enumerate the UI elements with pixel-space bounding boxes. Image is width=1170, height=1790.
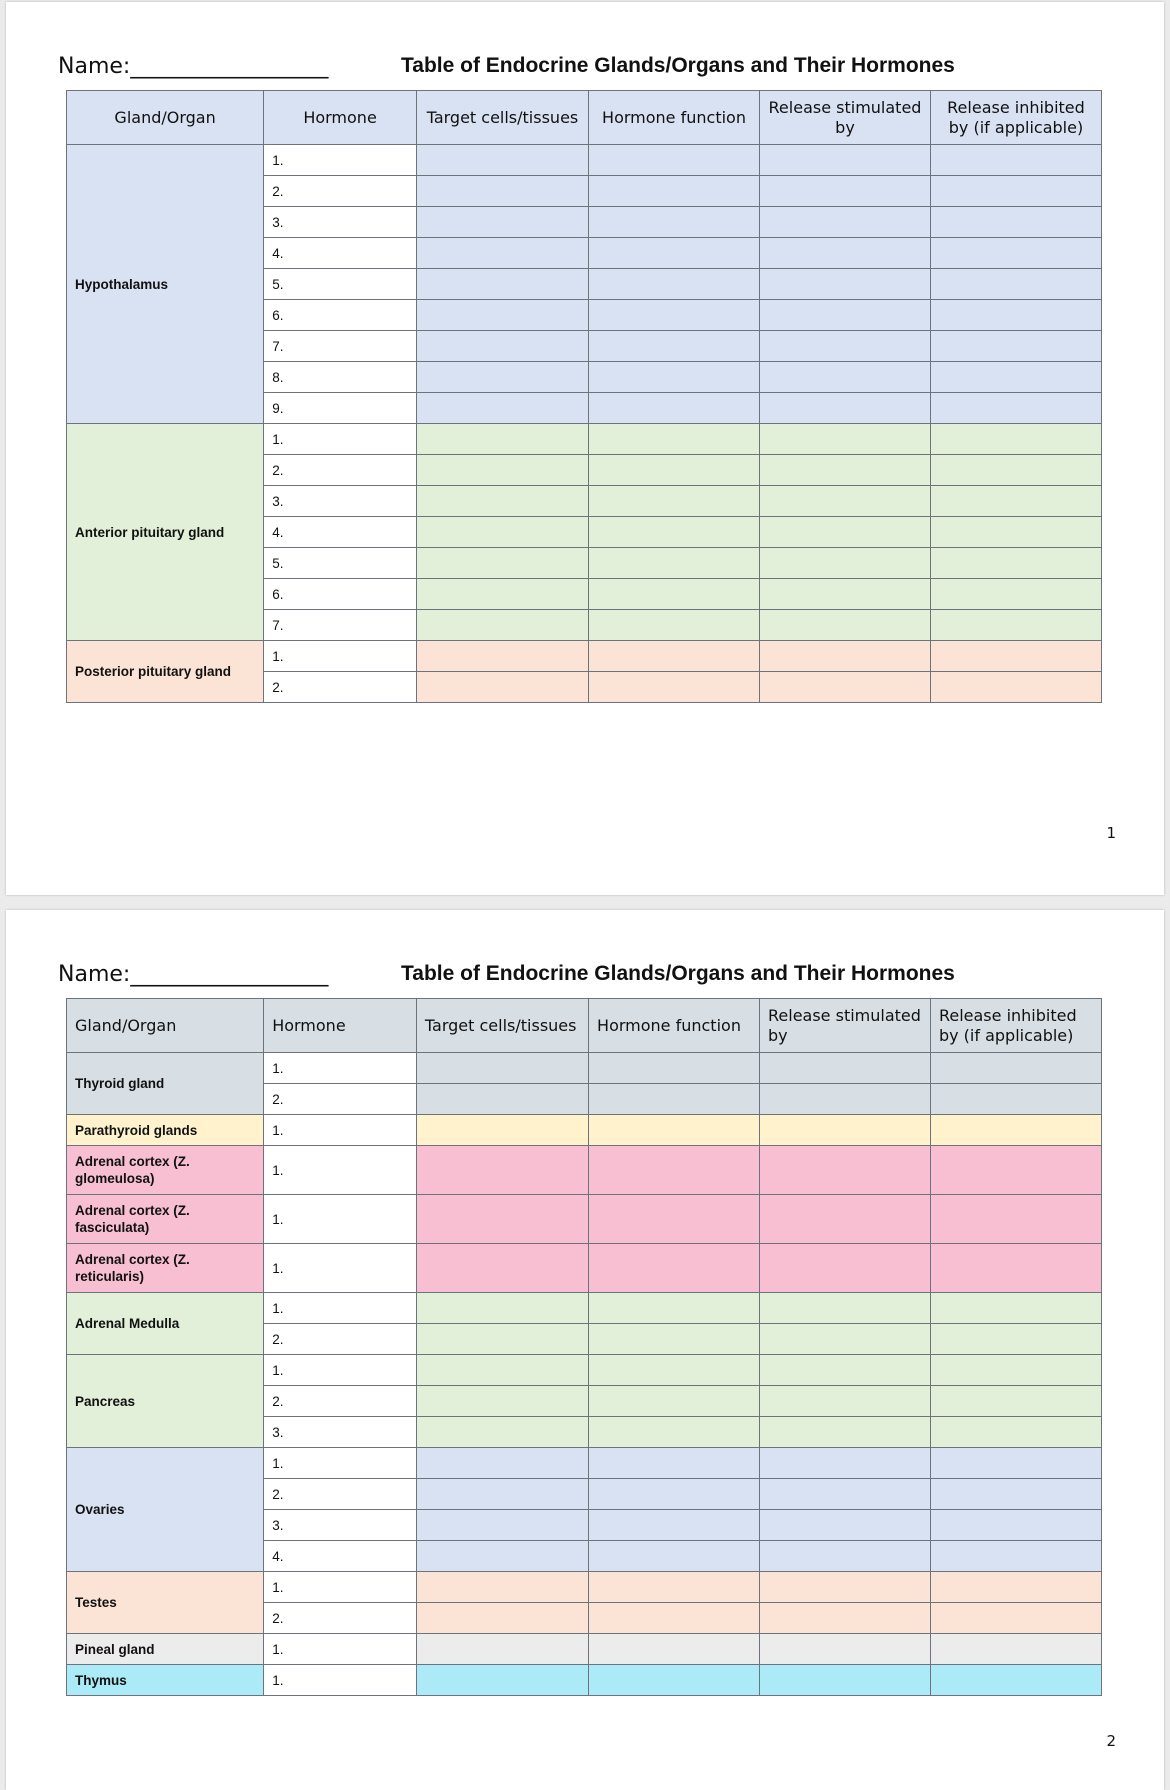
table-body — [67, 1053, 1102, 1696]
release-inhibited-cell[interactable] — [930, 238, 1101, 269]
hormone-function-cell[interactable] — [589, 1603, 760, 1634]
table-row — [67, 1448, 1102, 1479]
table-row — [67, 1355, 1102, 1386]
target-cells-cell[interactable] — [416, 1084, 588, 1115]
release-stimulated-cell[interactable] — [760, 1386, 931, 1417]
gland-organ-cell: Pancreas — [67, 1355, 264, 1448]
release-inhibited-cell[interactable] — [930, 1603, 1101, 1634]
header-target-cells: Target cells/tissues — [416, 999, 588, 1053]
release-stimulated-cell[interactable] — [760, 1293, 931, 1324]
release-stimulated-cell[interactable] — [760, 424, 931, 455]
release-inhibited-cell[interactable] — [930, 1479, 1101, 1510]
target-cells-cell[interactable] — [416, 1115, 588, 1146]
release-stimulated-cell[interactable] — [760, 1448, 931, 1479]
hormone-function-cell[interactable] — [589, 207, 760, 238]
gland-organ-cell: Parathyroid glands — [67, 1115, 264, 1146]
name-field-label: Name:__________________ — [58, 962, 329, 987]
release-stimulated-cell[interactable] — [760, 486, 931, 517]
hormone-number-cell[interactable]: 5. — [264, 548, 417, 579]
release-inhibited-cell[interactable] — [930, 1417, 1101, 1448]
hormone-function-cell[interactable] — [589, 300, 760, 331]
target-cells-cell[interactable] — [416, 238, 588, 269]
release-stimulated-cell[interactable] — [760, 238, 931, 269]
release-stimulated-cell[interactable] — [760, 672, 931, 703]
release-stimulated-cell[interactable] — [760, 1541, 931, 1572]
release-stimulated-cell[interactable] — [760, 1603, 931, 1634]
hormone-function-cell[interactable] — [589, 486, 760, 517]
release-inhibited-cell[interactable] — [930, 1324, 1101, 1355]
page-number: 2 — [1106, 1732, 1116, 1750]
table-row — [67, 1195, 1102, 1244]
hormone-number-cell[interactable]: 2. — [264, 1386, 417, 1417]
release-stimulated-cell[interactable] — [760, 331, 931, 362]
release-stimulated-cell[interactable] — [760, 1053, 931, 1084]
header-hormone: Hormone — [264, 91, 417, 145]
hormone-number-cell[interactable]: 1. — [264, 1146, 417, 1195]
gland-organ-cell: Pineal gland — [67, 1634, 264, 1665]
release-inhibited-cell[interactable] — [930, 424, 1101, 455]
target-cells-cell[interactable] — [416, 424, 588, 455]
release-inhibited-cell[interactable] — [930, 269, 1101, 300]
hormone-number-cell[interactable]: 3. — [264, 207, 417, 238]
hormone-number-cell[interactable]: 1. — [264, 145, 417, 176]
header-hormone-function: Hormone function — [589, 91, 760, 145]
hormone-number-cell[interactable]: 3. — [264, 1510, 417, 1541]
release-stimulated-cell[interactable] — [760, 1634, 931, 1665]
release-inhibited-cell[interactable] — [930, 362, 1101, 393]
target-cells-cell[interactable] — [416, 548, 588, 579]
gland-organ-cell: Anterior pituitary gland — [67, 424, 264, 641]
hormone-number-cell[interactable]: 6. — [264, 300, 417, 331]
release-stimulated-cell[interactable] — [760, 300, 931, 331]
hormone-function-cell[interactable] — [589, 1293, 760, 1324]
hormone-number-cell[interactable]: 2. — [264, 1603, 417, 1634]
target-cells-cell[interactable] — [416, 517, 588, 548]
table-row — [67, 1634, 1102, 1665]
release-stimulated-cell[interactable] — [760, 641, 931, 672]
target-cells-cell[interactable] — [416, 269, 588, 300]
hormone-function-cell[interactable] — [589, 145, 760, 176]
hormone-function-cell[interactable] — [589, 1417, 760, 1448]
hormone-number-cell[interactable]: 1. — [264, 641, 417, 672]
hormone-function-cell[interactable] — [589, 1510, 760, 1541]
release-stimulated-cell[interactable] — [760, 269, 931, 300]
target-cells-cell[interactable] — [416, 362, 588, 393]
target-cells-cell[interactable] — [416, 207, 588, 238]
gland-organ-cell: Adrenal cortex (Z. reticularis) — [67, 1244, 264, 1293]
target-cells-cell[interactable] — [416, 393, 588, 424]
target-cells-cell[interactable] — [416, 1195, 588, 1244]
target-cells-cell[interactable] — [416, 641, 588, 672]
release-inhibited-cell[interactable] — [930, 641, 1101, 672]
release-inhibited-cell[interactable] — [930, 1053, 1101, 1084]
release-stimulated-cell[interactable] — [760, 455, 931, 486]
target-cells-cell[interactable] — [416, 486, 588, 517]
release-stimulated-cell[interactable] — [760, 207, 931, 238]
hormone-number-cell[interactable]: 4. — [264, 517, 417, 548]
worksheet-page-1 — [6, 2, 1164, 895]
hormone-function-cell[interactable] — [589, 1355, 760, 1386]
release-inhibited-cell[interactable] — [930, 1541, 1101, 1572]
hormone-number-cell[interactable]: 1. — [264, 1115, 417, 1146]
release-inhibited-cell[interactable] — [930, 145, 1101, 176]
release-stimulated-cell[interactable] — [760, 1115, 931, 1146]
hormone-function-cell[interactable] — [589, 1479, 760, 1510]
table-row — [67, 1146, 1102, 1195]
target-cells-cell[interactable] — [416, 331, 588, 362]
release-inhibited-cell[interactable] — [930, 1665, 1101, 1696]
table-row — [67, 1293, 1102, 1324]
hormone-number-cell[interactable]: 1. — [264, 424, 417, 455]
hormone-function-cell[interactable] — [589, 393, 760, 424]
table-row — [67, 145, 1102, 176]
hormone-number-cell[interactable]: 1. — [264, 1572, 417, 1603]
hormone-number-cell[interactable]: 1. — [264, 1634, 417, 1665]
hormone-number-cell[interactable]: 4. — [264, 238, 417, 269]
hormone-function-cell[interactable] — [589, 1195, 760, 1244]
target-cells-cell[interactable] — [416, 579, 588, 610]
hormone-number-cell[interactable]: 2. — [264, 1479, 417, 1510]
header-gland-organ: Gland/Organ — [67, 91, 264, 145]
page-number: 1 — [1106, 824, 1116, 842]
target-cells-cell[interactable] — [416, 1510, 588, 1541]
release-stimulated-cell[interactable] — [760, 579, 931, 610]
table-row — [67, 1244, 1102, 1293]
target-cells-cell[interactable] — [416, 1665, 588, 1696]
target-cells-cell[interactable] — [416, 1355, 588, 1386]
release-stimulated-cell[interactable] — [760, 517, 931, 548]
target-cells-cell[interactable] — [416, 1479, 588, 1510]
target-cells-cell[interactable] — [416, 300, 588, 331]
hormone-function-cell[interactable] — [589, 1084, 760, 1115]
target-cells-cell[interactable] — [416, 1053, 588, 1084]
release-inhibited-cell[interactable] — [930, 610, 1101, 641]
table-row — [67, 1572, 1102, 1603]
release-stimulated-cell[interactable] — [760, 1417, 931, 1448]
hormone-number-cell[interactable]: 2. — [264, 1084, 417, 1115]
target-cells-cell[interactable] — [416, 1572, 588, 1603]
hormone-number-cell[interactable]: 1. — [264, 1448, 417, 1479]
release-inhibited-cell[interactable] — [930, 517, 1101, 548]
hormone-function-cell[interactable] — [589, 1053, 760, 1084]
release-stimulated-cell[interactable] — [760, 1355, 931, 1386]
hormone-number-cell[interactable]: 5. — [264, 269, 417, 300]
hormone-number-cell[interactable]: 2. — [264, 672, 417, 703]
worksheet-title: Table of Endocrine Glands/Organs and Their Hormones — [401, 962, 955, 985]
release-inhibited-cell[interactable] — [930, 1448, 1101, 1479]
target-cells-cell[interactable] — [416, 1146, 588, 1195]
release-inhibited-cell[interactable] — [930, 1115, 1101, 1146]
hormone-function-cell[interactable] — [589, 1541, 760, 1572]
hormone-function-cell[interactable] — [589, 424, 760, 455]
gland-organ-cell: Adrenal Medulla — [67, 1293, 264, 1355]
header-target-cells: Target cells/tissues — [416, 91, 588, 145]
release-inhibited-cell[interactable] — [930, 1510, 1101, 1541]
hormone-number-cell[interactable]: 8. — [264, 362, 417, 393]
hormone-function-cell[interactable] — [589, 517, 760, 548]
hormone-number-cell[interactable]: 2. — [264, 176, 417, 207]
header-row — [67, 999, 1102, 1053]
hormone-function-cell[interactable] — [589, 1115, 760, 1146]
header-gland-organ: Gland/Organ — [67, 999, 264, 1053]
release-stimulated-cell[interactable] — [760, 1195, 931, 1244]
release-stimulated-cell[interactable] — [760, 1244, 931, 1293]
target-cells-cell[interactable] — [416, 1541, 588, 1572]
gland-organ-cell: Hypothalamus — [67, 145, 264, 424]
release-stimulated-cell[interactable] — [760, 1510, 931, 1541]
hormone-number-cell[interactable]: 1. — [264, 1665, 417, 1696]
table-row — [67, 1665, 1102, 1696]
release-inhibited-cell[interactable] — [930, 548, 1101, 579]
target-cells-cell[interactable] — [416, 1386, 588, 1417]
endocrine-table-page-1 — [66, 90, 1102, 703]
header-release-stimulated: Release stimulated by — [760, 91, 931, 145]
hormone-number-cell[interactable]: 1. — [264, 1355, 417, 1386]
target-cells-cell[interactable] — [416, 1603, 588, 1634]
release-inhibited-cell[interactable] — [930, 300, 1101, 331]
release-inhibited-cell[interactable] — [930, 176, 1101, 207]
gland-organ-cell: Adrenal cortex (Z. glomeulosa) — [67, 1146, 264, 1195]
header-hormone: Hormone — [264, 999, 417, 1053]
release-stimulated-cell[interactable] — [760, 548, 931, 579]
hormone-number-cell[interactable]: 4. — [264, 1541, 417, 1572]
hormone-function-cell[interactable] — [589, 672, 760, 703]
release-inhibited-cell[interactable] — [930, 1244, 1101, 1293]
release-stimulated-cell[interactable] — [760, 176, 931, 207]
hormone-function-cell[interactable] — [589, 579, 760, 610]
header-release-stimulated: Release stimulated by — [760, 999, 931, 1053]
release-inhibited-cell[interactable] — [930, 1634, 1101, 1665]
hormone-function-cell[interactable] — [589, 238, 760, 269]
target-cells-cell[interactable] — [416, 1324, 588, 1355]
hormone-number-cell[interactable]: 1. — [264, 1053, 417, 1084]
hormone-number-cell[interactable]: 3. — [264, 486, 417, 517]
gland-organ-cell: Posterior pituitary gland — [67, 641, 264, 703]
hormone-function-cell[interactable] — [589, 362, 760, 393]
release-stimulated-cell[interactable] — [760, 1665, 931, 1696]
release-inhibited-cell[interactable] — [930, 1146, 1101, 1195]
release-inhibited-cell[interactable] — [930, 1084, 1101, 1115]
release-inhibited-cell[interactable] — [930, 1386, 1101, 1417]
hormone-number-cell[interactable]: 7. — [264, 610, 417, 641]
release-stimulated-cell[interactable] — [760, 610, 931, 641]
release-stimulated-cell[interactable] — [760, 1146, 931, 1195]
hormone-number-cell[interactable]: 6. — [264, 579, 417, 610]
target-cells-cell[interactable] — [416, 610, 588, 641]
table-row — [67, 1115, 1102, 1146]
hormone-number-cell[interactable]: 1. — [264, 1293, 417, 1324]
endocrine-table-page-2 — [66, 998, 1102, 1696]
release-inhibited-cell[interactable] — [930, 1572, 1101, 1603]
hormone-function-cell[interactable] — [589, 1634, 760, 1665]
worksheet-title: Table of Endocrine Glands/Organs and Their Hormones — [401, 54, 955, 77]
hormone-function-cell[interactable] — [589, 176, 760, 207]
hormone-number-cell[interactable]: 1. — [264, 1195, 417, 1244]
target-cells-cell[interactable] — [416, 1244, 588, 1293]
hormone-function-cell[interactable] — [589, 1146, 760, 1195]
release-inhibited-cell[interactable] — [930, 455, 1101, 486]
hormone-function-cell[interactable] — [589, 641, 760, 672]
hormone-number-cell[interactable]: 2. — [264, 1324, 417, 1355]
target-cells-cell[interactable] — [416, 1293, 588, 1324]
release-stimulated-cell[interactable] — [760, 1572, 931, 1603]
release-inhibited-cell[interactable] — [930, 393, 1101, 424]
header-release-inhibited: Release inhibited by (if applicable) — [930, 999, 1101, 1053]
release-inhibited-cell[interactable] — [930, 486, 1101, 517]
target-cells-cell[interactable] — [416, 1448, 588, 1479]
gland-organ-cell: Testes — [67, 1572, 264, 1634]
worksheet-page-2 — [6, 910, 1164, 1790]
header-row — [67, 91, 1102, 145]
target-cells-cell[interactable] — [416, 672, 588, 703]
gland-organ-cell: Adrenal cortex (Z. fasciculata) — [67, 1195, 264, 1244]
gland-organ-cell: Ovaries — [67, 1448, 264, 1572]
hormone-function-cell[interactable] — [589, 1448, 760, 1479]
release-stimulated-cell[interactable] — [760, 1084, 931, 1115]
release-stimulated-cell[interactable] — [760, 393, 931, 424]
hormone-number-cell[interactable]: 7. — [264, 331, 417, 362]
target-cells-cell[interactable] — [416, 176, 588, 207]
release-inhibited-cell[interactable] — [930, 1195, 1101, 1244]
hormone-function-cell[interactable] — [589, 1665, 760, 1696]
table-body — [67, 145, 1102, 703]
header-hormone-function: Hormone function — [589, 999, 760, 1053]
hormone-function-cell[interactable] — [589, 455, 760, 486]
hormone-function-cell[interactable] — [589, 610, 760, 641]
release-inhibited-cell[interactable] — [930, 1293, 1101, 1324]
hormone-function-cell[interactable] — [589, 1324, 760, 1355]
gland-organ-cell: Thyroid gland — [67, 1053, 264, 1115]
release-stimulated-cell[interactable] — [760, 1479, 931, 1510]
target-cells-cell[interactable] — [416, 455, 588, 486]
hormone-number-cell[interactable]: 2. — [264, 455, 417, 486]
name-field-label: Name:__________________ — [58, 54, 329, 79]
release-inhibited-cell[interactable] — [930, 331, 1101, 362]
hormone-function-cell[interactable] — [589, 1386, 760, 1417]
target-cells-cell[interactable] — [416, 145, 588, 176]
target-cells-cell[interactable] — [416, 1417, 588, 1448]
table-row — [67, 1053, 1102, 1084]
gland-organ-cell: Thymus — [67, 1665, 264, 1696]
release-inhibited-cell[interactable] — [930, 672, 1101, 703]
release-inhibited-cell[interactable] — [930, 1355, 1101, 1386]
hormone-number-cell[interactable]: 9. — [264, 393, 417, 424]
hormone-function-cell[interactable] — [589, 548, 760, 579]
hormone-function-cell[interactable] — [589, 331, 760, 362]
hormone-number-cell[interactable]: 1. — [264, 1244, 417, 1293]
table-row — [67, 641, 1102, 672]
release-stimulated-cell[interactable] — [760, 145, 931, 176]
release-stimulated-cell[interactable] — [760, 362, 931, 393]
hormone-function-cell[interactable] — [589, 1572, 760, 1603]
release-inhibited-cell[interactable] — [930, 579, 1101, 610]
hormone-function-cell[interactable] — [589, 269, 760, 300]
hormone-number-cell[interactable]: 3. — [264, 1417, 417, 1448]
header-release-inhibited: Release inhibited by (if applicable) — [930, 91, 1101, 145]
hormone-function-cell[interactable] — [589, 1244, 760, 1293]
table-row — [67, 424, 1102, 455]
release-inhibited-cell[interactable] — [930, 207, 1101, 238]
target-cells-cell[interactable] — [416, 1634, 588, 1665]
release-stimulated-cell[interactable] — [760, 1324, 931, 1355]
